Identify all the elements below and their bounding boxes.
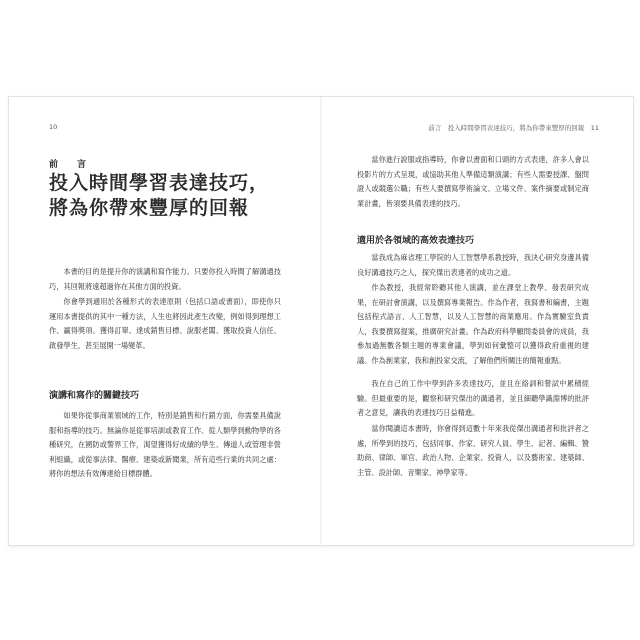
body-paragraph: 本書的目的是提升你的演講和寫作能力。只要你投入時間了解溝通技巧，其回報將遠超過你在其他方面的投資。 bbox=[49, 267, 281, 291]
preface-label: 前 言 bbox=[49, 160, 92, 170]
body-paragraph: 我在自己的工作中學到許多表達技巧，並且在絡訓和嘗試中累積經驗。但最重要的是，觀察和研究傑出的溝通者，並且細聽學識淵博的批評者之意見，讓我的表達技巧日益精進。 bbox=[357, 379, 589, 417]
body-paragraph: 你會學到適用於各種形式的表達原則（包括口語或書面），即使你只運用本書提供的其中一種方法，人生也將因此產生改變，例如得到理想工作、贏得獎項、獲得訂單、達成銷售目標、說服老闆、獲取投資人信任、啟發學生，甚至展開一場變革。 bbox=[49, 297, 281, 350]
body-paragraph: 當我成為麻省理工學院的人工智慧學系教授時，我決心研究身邊具備良好溝通技巧之人，探究傑出表達者的成功之道。 bbox=[357, 253, 589, 277]
page-number: 10 bbox=[49, 123, 58, 131]
body-paragraph: 如果你從事商業領域的工作，特別是銷售和行銷方面，你需要具備說服和指導的技巧。無論你是從事培訓或教育工作、從人類學到動物學的各種研究，在國防或警界工作，渴望獲得好成績的學生、傳道人或管理非營利組織，或從事法律、醫療、建築或新聞業，所有這些行業的共同之處：將你的想法有效傳達給目標群體。 bbox=[49, 411, 281, 478]
body-paragraph: 作為教授，我經常聆聽其他人演講，並在課堂上教學、發表研究成果，在研討會演講，以及撰寫專業報告。作為作者，我寫書和編書，主題包括程式語言、人工智慧，以及人工智慧的商業應用。作為實驗室負責人，我要撰寫提案，推廣研究計畫。作為政府科學顧問委員會的成員，我參加過無數各類主題的專業會議，學到如何彙整可以獲得政府重視的建議。作為創業家，我和創投家交流，了解他們所關注的簡報重點。 bbox=[357, 283, 589, 365]
left-page bbox=[9, 97, 321, 545]
body-paragraph: 當你閱讀這本書時，你會得到這數十年來我從傑出溝通者和批評者之處，所學到的技巧，包括同事、作家、研究人員、學生、記者、編輯、贊助商、律師、軍官、政治人物、企業家、投資人，以及藝術家、建築師、主管、設計師、音樂家、神學家等。 bbox=[357, 424, 589, 477]
chapter-title bbox=[49, 171, 269, 221]
chapter-title-line: 將為你帶來豐厚的回報 bbox=[49, 197, 250, 219]
book-spread bbox=[8, 96, 634, 546]
chapter-title-line: 投入時間學習表達技巧， bbox=[49, 172, 270, 194]
body-paragraph: 當你進行說服或指導時，你會以書面和口頭的方式表達，許多人會以投影片的方式呈現，或協助其他人準備這類演講；有些人需要授課、盤問證人或競選公職；有些人要撰寫學術論文、立場文件、案件摘要或制定商業計畫，皆須要具備表達的技巧。 bbox=[357, 155, 589, 208]
section-heading: 演講和寫作的關鍵技巧 bbox=[49, 391, 140, 401]
running-header: 前言 投入時間學習表達技巧，將為你帶來豐厚的回報 11 bbox=[428, 124, 599, 132]
section-heading: 適用於各領域的高效表達技巧 bbox=[357, 236, 475, 246]
